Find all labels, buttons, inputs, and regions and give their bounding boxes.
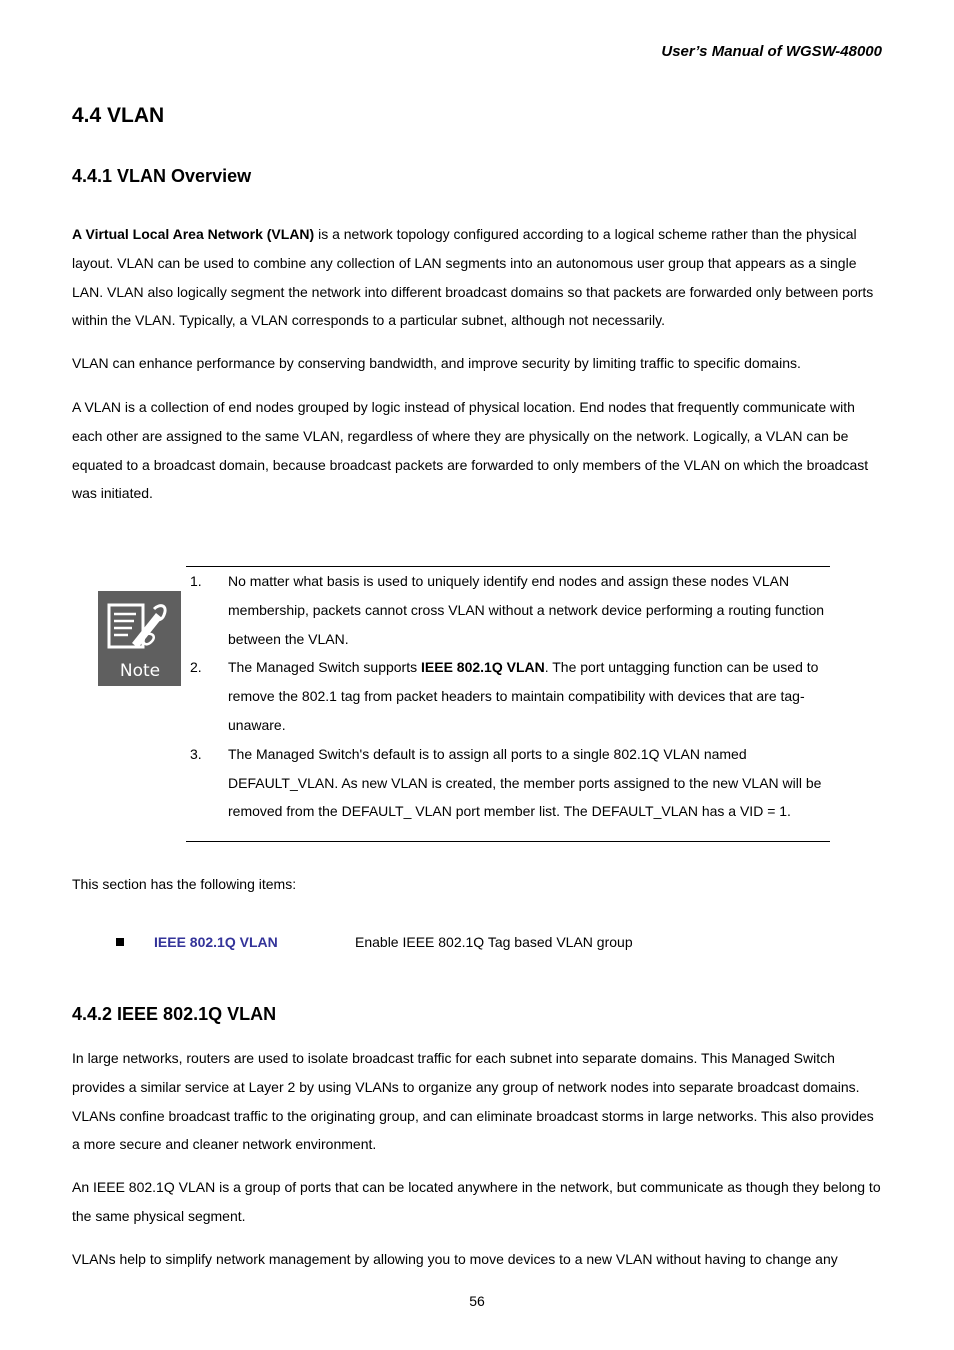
ieee-paragraph-2: An IEEE 802.1Q VLAN is a group of ports that can be located anywhere in the network, but communicate as though they belong to the same physical segment.: [72, 1179, 881, 1224]
section-title: 4.4 VLAN: [72, 104, 165, 127]
note-item-text: The Managed Switch's default is to assign all ports to a single 802.1Q VLAN named DEFAULT_VLAN. As new VLAN is created, the member ports assigned to the new VLAN will be removed from the DEFAULT_ VLAN port member list. The DEFAULT_VLAN has a VID = 1.: [228, 745, 822, 820]
page-number: 56: [469, 1293, 485, 1309]
overview-paragraph-2: VLAN can enhance performance by conserving bandwidth, and improve security by limiting traffic to specific domains.: [72, 355, 801, 371]
note-item-3: [186, 740, 836, 826]
square-bullet-icon: [116, 938, 124, 946]
items-intro: This section has the following items:: [72, 876, 297, 892]
overview-paragraph-1: [72, 220, 884, 335]
note-item-2: [186, 653, 836, 739]
overview-paragraph-3: A VLAN is a collection of end nodes grouped by logic instead of physical location. End nodes that frequently communicate with each other are assigned to the same VLAN, regardless of where they are physically on the network. Logically, a VLAN can be equated to a broadcast domain, because broadcast packets are forwarded to only members of the VLAN on which the broadcast was initiated.: [72, 399, 869, 502]
note-item-text: No matter what basis is used to uniquely identify end nodes and assign these nodes VLAN membership, packets cannot cross VLAN without a network device performing a routing function between the VLAN.: [228, 573, 825, 647]
note-item-number: 2.: [190, 659, 202, 676]
item-description: Enable IEEE 802.1Q Tag based VLAN group: [355, 934, 633, 950]
note-bottom-rule: [186, 841, 830, 842]
vlan-definition-text: is a network topology configured according to a logical scheme rather than the physical layout. VLAN can be used to combine any collection of LAN segments into an autonomous user group that appears as a single LAN. VLAN also logically segment the network into different broadcast domains so that packets are forwarded only between ports within the VLAN. Typically, a VLAN corresponds to a particular subnet, although not necessarily.: [72, 226, 874, 329]
ieee-paragraph-1: In large networks, routers are used to isolate broadcast traffic for each subnet into separate domains. This Managed Switch provides a similar service at Layer 2 by using VLANs to organize any group of network nodes into separate broadcast domains. VLANs confine broadcast traffic to the originating group, and can eliminate broadcast storms in large networks. This also provides a more secure and cleaner network environment.: [72, 1050, 874, 1153]
note-list: [186, 567, 836, 826]
note-icon: [98, 591, 181, 686]
subsection-title-overview: 4.4.1 VLAN Overview: [72, 166, 252, 186]
note-item-number: 1.: [190, 573, 202, 589]
note-item-1: [186, 567, 836, 653]
subsection-title-ieee: 4.4.2 IEEE 802.1Q VLAN: [72, 1004, 277, 1024]
svg-text:Note: Note: [119, 661, 161, 681]
ieee-vlan-link[interactable]: IEEE 802.1Q VLAN: [154, 934, 278, 950]
ieee-paragraph-3: VLANs help to simplify network management by allowing you to move devices to a new VLAN without having to change any: [72, 1251, 838, 1267]
running-header: User’s Manual of WGSW-48000: [661, 43, 882, 60]
note-item-text: The Managed Switch supports IEEE 802.1Q VLAN. The port untagging function can be used to remove the 802.1 tag from packet headers to maintain compatibility with devices that are tag-unaware.: [228, 659, 819, 733]
note-item-number: 3.: [190, 745, 202, 762]
vlan-definition-term: A Virtual Local Area Network (VLAN): [72, 226, 315, 242]
